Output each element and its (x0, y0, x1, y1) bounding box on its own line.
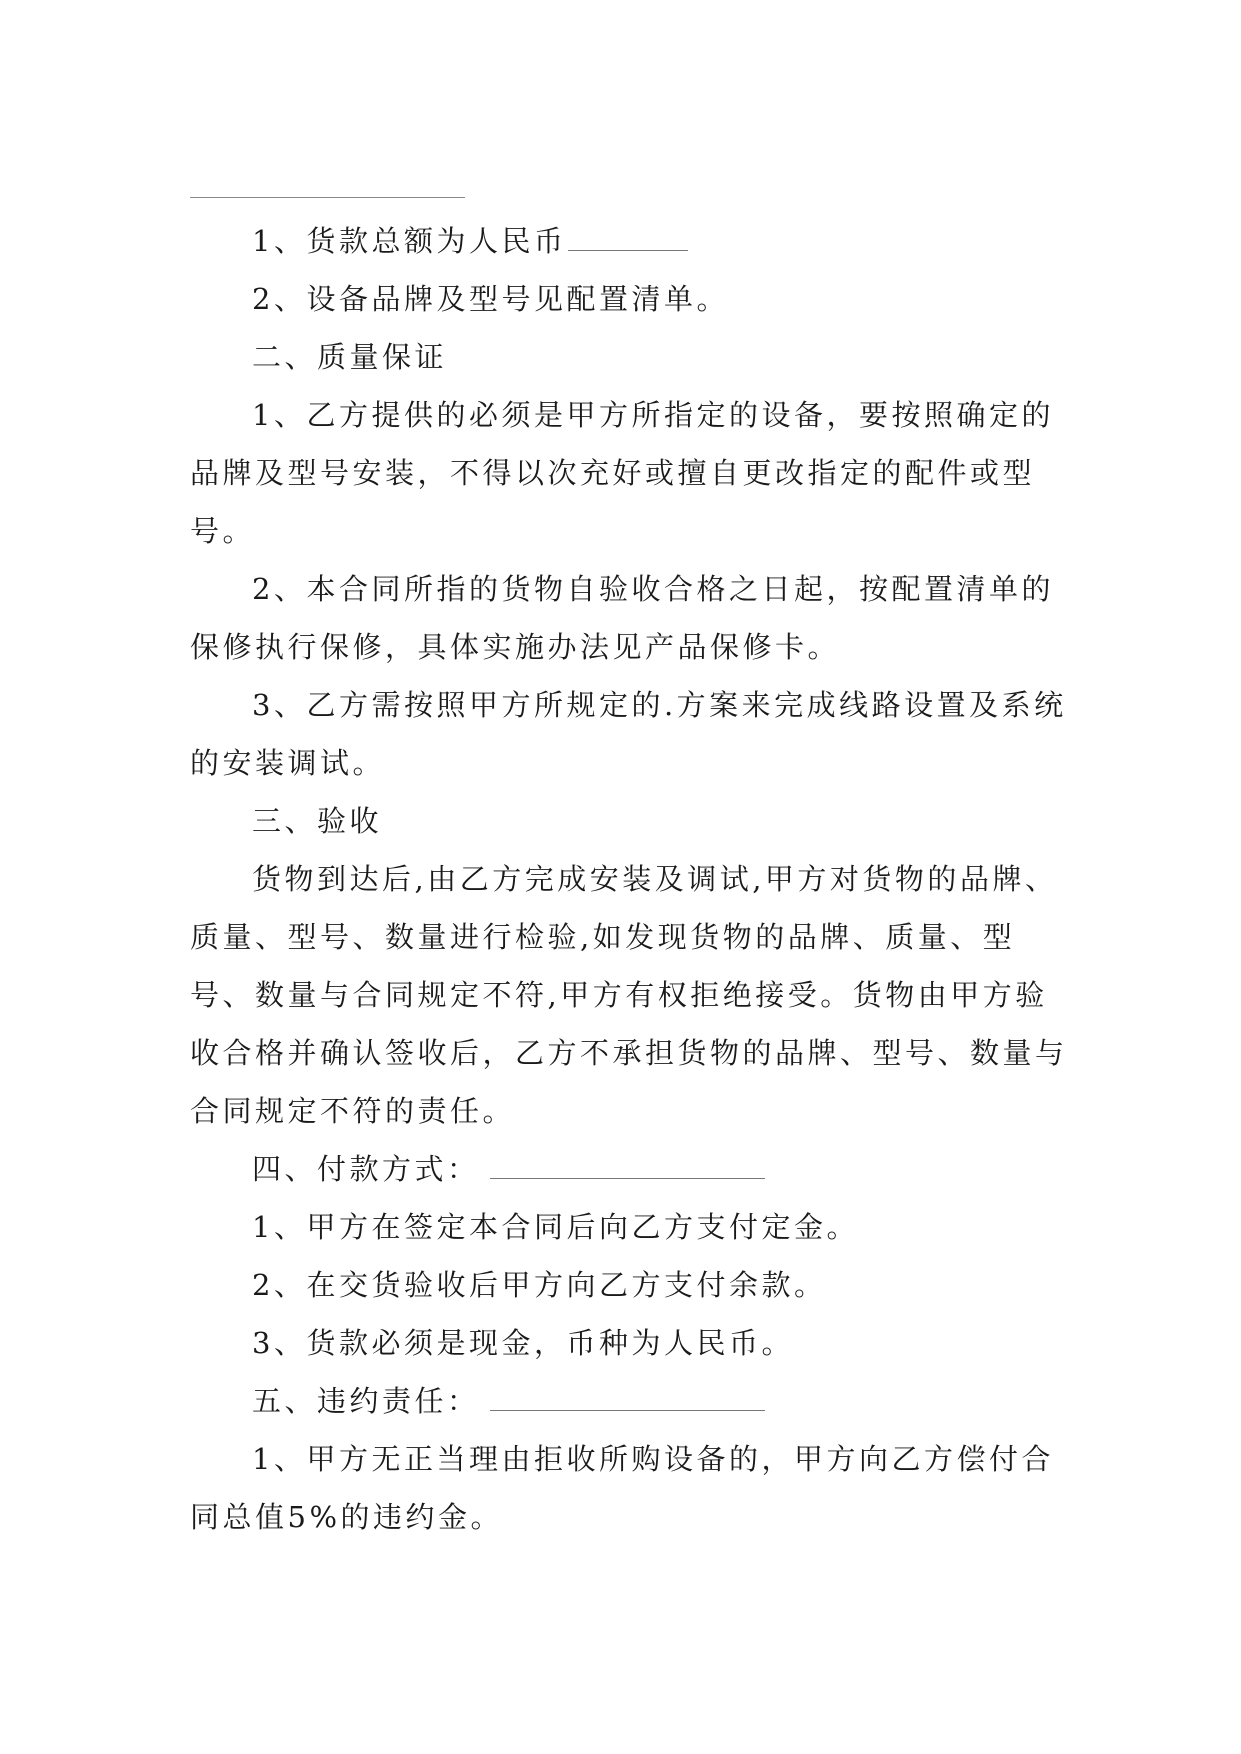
heading-breach-liability (190, 1372, 1070, 1430)
paragraph-acceptance: 货物到达后,由乙方完成安装及调试,甲方对货物的品牌、质量、型号、数量进行检验,如发现货物的品牌、质量、型号、数量与合同规定不符,甲方有权拒绝接受。货物由甲方验收合格并确认签收后，乙方不承担货物的品牌、型号、数量与合同规定不符的责任。 (190, 862, 1068, 1128)
top-blank-line (190, 197, 465, 198)
contract-body (190, 212, 1070, 1546)
heading-acceptance: 三、验收 (252, 804, 383, 838)
paragraph-payment-3: 3、货款必须是现金，币种为人民币。 (252, 1326, 794, 1360)
paragraph-payment-1: 1、甲方在签定本合同后向乙方支付定金。 (252, 1210, 859, 1244)
paragraph-quality-2: 2、本合同所指的货物自验收合格之日起，按配置清单的保修执行保修，具体实施办法见产品保修卡。 (190, 572, 1054, 664)
total-amount-text: 1、货款总额为人民币 (252, 224, 567, 258)
total-amount-blank (568, 246, 688, 251)
payment-method-text: 四、付款方式： (252, 1152, 480, 1186)
paragraph-quality-3: 3、乙方需按照甲方所规定的.方案来完成线路设置及系统的安装调试。 (190, 688, 1067, 780)
paragraph-total-amount (190, 212, 1070, 270)
paragraph-breach-1: 1、甲方无正当理由拒收所购设备的，甲方向乙方偿付合同总值5%的违约金。 (190, 1442, 1054, 1534)
breach-liability-blank (490, 1406, 765, 1411)
heading-payment-method (190, 1140, 1070, 1198)
breach-liability-text: 五、违约责任： (252, 1384, 480, 1418)
payment-method-blank (490, 1174, 765, 1179)
paragraph-brand-model: 2、设备品牌及型号见配置清单。 (252, 282, 729, 316)
heading-quality-guarantee: 二、质量保证 (252, 340, 448, 374)
paragraph-quality-1: 1、乙方提供的必须是甲方所指定的设备，要按照确定的品牌及型号安装，不得以次充好或擅自更改指定的配件或型号。 (190, 398, 1054, 548)
paragraph-payment-2: 2、在交货验收后甲方向乙方支付余款。 (252, 1268, 827, 1302)
